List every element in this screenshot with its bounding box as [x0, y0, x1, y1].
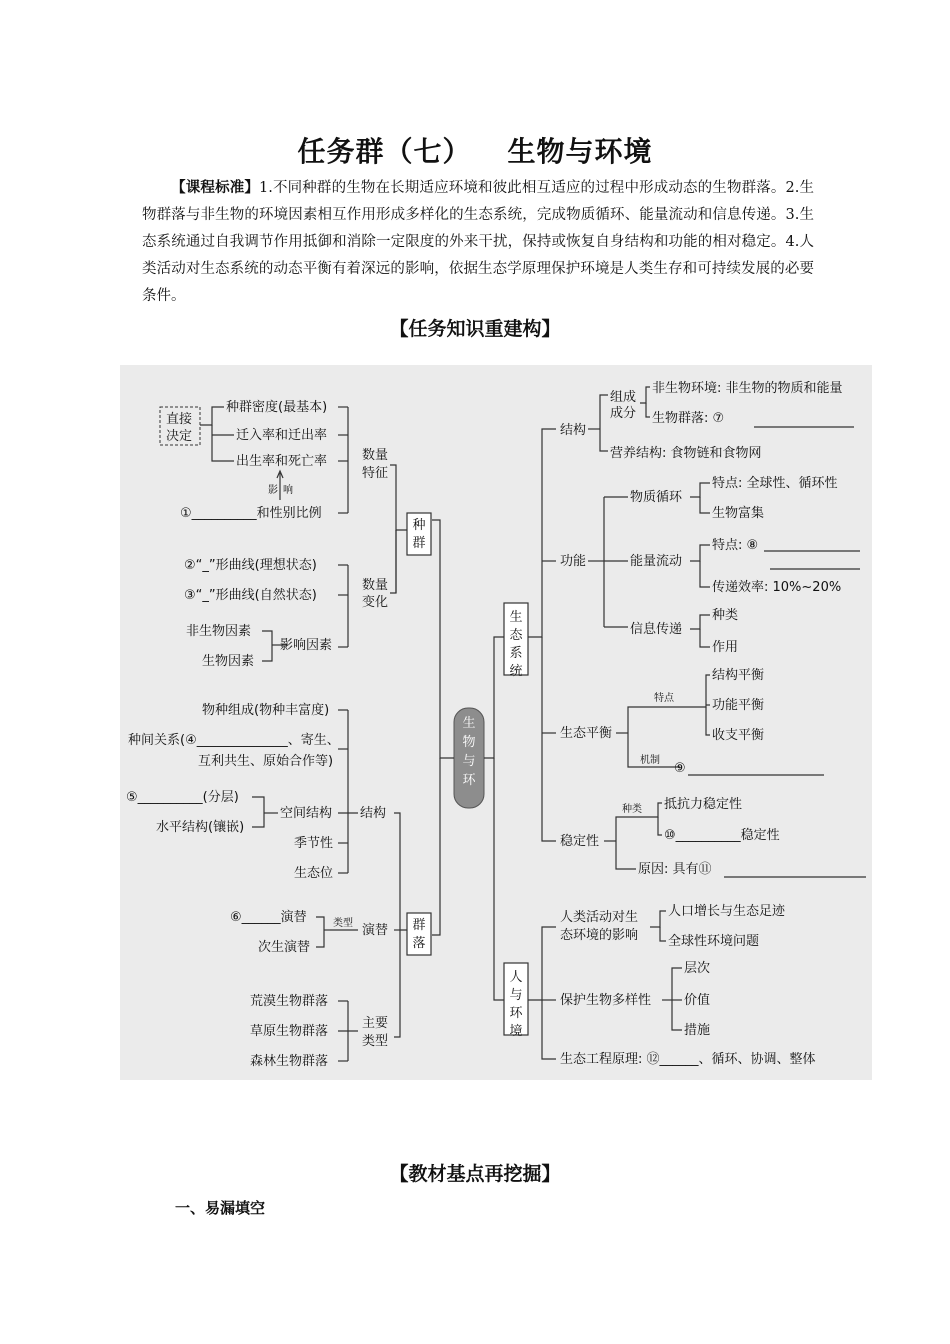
migration: 迁入率和迁出率: [236, 428, 328, 443]
succession-type-label: 类型: [333, 918, 353, 929]
transfer-efficiency: 传递效率: 10%~20%: [712, 580, 842, 595]
abiotic: 非生物因素: [186, 624, 252, 639]
ecological-balance: 生态平衡: [560, 726, 613, 741]
impact-line-1: 人类活动对生: [560, 910, 639, 925]
info-kind: 种类: [712, 608, 739, 623]
label-quantity-change-2: 变化: [362, 595, 389, 610]
succession: 演替: [362, 923, 389, 938]
center-char-4: 环: [462, 773, 476, 788]
label-quantity-feature: 数量: [362, 448, 389, 463]
human-env-char-1: 人: [509, 970, 523, 985]
secondary-succession: 次生演替: [258, 940, 311, 955]
composition-line-1: 组成: [610, 390, 637, 405]
direct-line-2: 决定: [166, 429, 193, 444]
map-background: [120, 365, 872, 1080]
nonliving-environment: 非生物环境: 非生物的物质和能量: [652, 381, 843, 396]
eco-function: 功能: [560, 554, 587, 569]
label-quantity-change-1: 数量: [362, 578, 389, 593]
page-title: 任务群（七） 生物与环境: [297, 135, 653, 168]
direct-line-1: 直接: [166, 412, 193, 427]
j-curve: ②“_”形曲线(理想状态): [184, 558, 317, 573]
human-env-char-2: 与: [509, 988, 523, 1003]
subheading-fill-blank: 一、易漏填空: [175, 1199, 266, 1217]
grassland-community: 草原生物群落: [250, 1024, 329, 1039]
density: 种群密度(最基本): [226, 400, 328, 415]
impact-line-2: 态环境的影响: [560, 928, 639, 943]
horizontal-structure: 水平结构(镶嵌): [156, 820, 245, 835]
population-char-1: 种: [412, 518, 426, 533]
trophic-structure: 营养结构: 食物链和食物网: [610, 446, 762, 461]
s-curve: ③“_”形曲线(自然状态): [184, 588, 317, 603]
curriculum-standard: [142, 175, 814, 310]
energy-flow: 能量流动: [630, 554, 683, 569]
influence-label-2: 响: [283, 485, 293, 496]
community-char-2: 落: [412, 936, 426, 951]
community-char-1: 群: [412, 918, 426, 933]
human-env-char-3: 环: [509, 1006, 523, 1021]
stability-reason: 原因: 具有⑪: [638, 862, 712, 877]
biotic: 生物因素: [202, 654, 255, 669]
human-env-char-4: 境: [509, 1024, 523, 1039]
info-effect: 作用: [712, 640, 739, 655]
standard-text: 1.不同种群的生物在长期适应环境和彼此相互适应的过程中形成动态的生物群落。2.生物群落与非生物的环境因素相互作用形成多样化的生态系统，完成物质循环、能量流动和信息传递。3.生态系统通过自我调节作用抵御和消除一定限度的外来干扰，保持或恢复自身结构和功能的相对稳定。4.人类活动对生态系统的动态平衡有着深远的影响，依据生态学原理保护环境是人类生存和可持续发展的必要条件。: [142, 180, 815, 304]
section-heading-knowledge: 【任务知识重建构】: [389, 318, 561, 340]
seasonal: 季节性: [294, 836, 334, 851]
primary-succession: ⑥______演替: [230, 910, 307, 925]
main-types-line-1: 主要: [362, 1016, 389, 1031]
community-structure: 结构: [360, 806, 387, 821]
standard-label: 【课程标准】: [171, 180, 260, 196]
biodiversity-level: 层次: [684, 961, 711, 976]
information-transfer: 信息传递: [630, 622, 683, 637]
species-composition: 物种组成(物种丰富度): [202, 703, 330, 718]
niche: 生态位: [294, 866, 334, 881]
birth-death: 出生率和死亡率: [236, 454, 328, 469]
protect-biodiversity: 保护生物多样性: [560, 993, 652, 1008]
ecosystem-char-1: 生: [509, 610, 523, 625]
vertical-structure: ⑤__________(分层): [126, 790, 239, 805]
spatial-structure: 空间结构: [280, 806, 333, 821]
main-types-line-2: 类型: [362, 1034, 389, 1049]
section-heading-textbook: 【教材基点再挖掘】: [389, 1163, 561, 1185]
income-expense-balance: 收支平衡: [712, 728, 765, 743]
center-char-3: 与: [462, 754, 476, 769]
composition-line-2: 成分: [610, 406, 637, 421]
influence-label: 影: [268, 485, 278, 496]
concept-map: [120, 365, 872, 1080]
blank-10: ⑩__________稳定性: [664, 828, 780, 843]
balance-mechanism-label: 机制: [640, 755, 660, 766]
bioaccumulation: 生物富集: [712, 506, 765, 521]
population-char-2: 群: [412, 536, 426, 551]
center-char-2: 物: [462, 735, 476, 750]
interaction-line-2: 互利共生、原始合作等): [198, 754, 334, 769]
matter-cycle: 物质循环: [630, 490, 683, 505]
blank-1: ①__________和性别比例: [180, 506, 322, 521]
blank-9: ⑨: [674, 761, 686, 776]
forest-community: 森林生物群落: [250, 1054, 329, 1069]
ecosystem-char-3: 系: [509, 646, 523, 661]
biodiversity-measure: 措施: [684, 1023, 711, 1038]
desert-community: 荒漠生物群落: [250, 994, 329, 1009]
factors: 影响因素: [280, 638, 333, 653]
label-quantity-feature-2: 特征: [362, 466, 389, 481]
balance-feature-label: 特点: [654, 693, 674, 704]
biodiversity-value: 价值: [684, 993, 711, 1008]
center-char-1: 生: [462, 716, 476, 731]
ecosystem-char-4: 统: [509, 664, 523, 679]
interaction-line-1: 种间关系(④______________、寄生、: [128, 733, 340, 748]
population-growth: 人口增长与生态足迹: [668, 904, 786, 919]
stability: 稳定性: [560, 834, 600, 849]
eco-structure: 结构: [560, 423, 587, 438]
matter-cycle-feature: 特点: 全球性、循环性: [712, 476, 838, 491]
energy-flow-feature: 特点: ⑧: [712, 538, 759, 553]
structural-balance: 结构平衡: [712, 668, 765, 683]
resistance-stability: 抵抗力稳定性: [664, 797, 743, 812]
biological-community: 生物群落: ⑦: [652, 411, 725, 426]
ecosystem-char-2: 态: [509, 628, 523, 643]
stability-kind-label: 种类: [622, 804, 642, 815]
global-environment: 全球性环境问题: [668, 934, 760, 949]
functional-balance: 功能平衡: [712, 698, 765, 713]
eco-engineering: 生态工程原理: ⑫______、循环、协调、整体: [560, 1052, 816, 1067]
